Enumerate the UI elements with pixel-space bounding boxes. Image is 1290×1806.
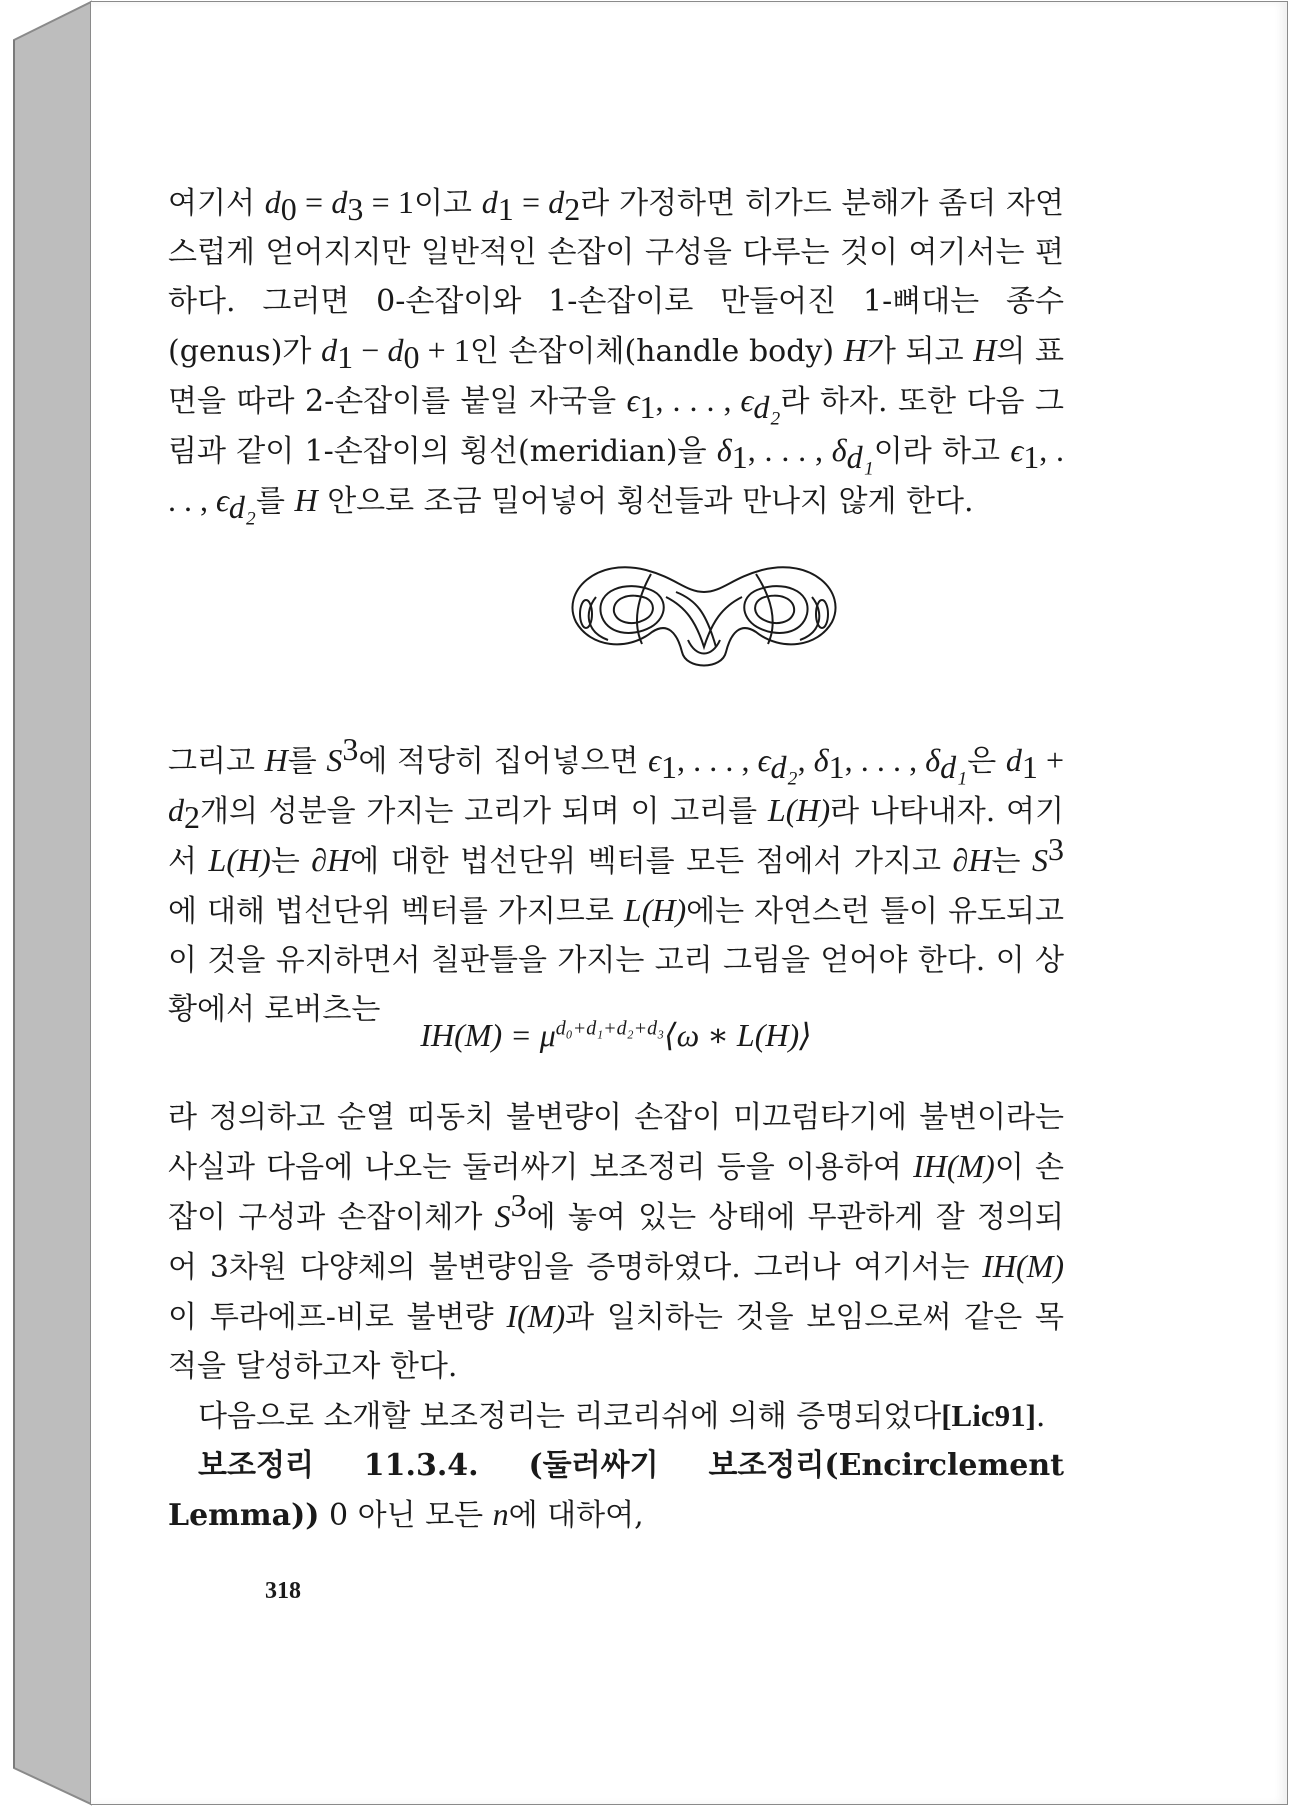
lemma-label: 보조정리 11.3.4. (둘러싸기 보조정리(Encirclement Lemma)) xyxy=(168,1448,1064,1533)
paragraph-2-text: 그리고 H를 $S^3$에 적당히 집어넣으면 $\epsilon_1$, . . . , $\epsilon_{d_2}$, $\delta_1$, . . . , $\delta_{d_1}$은 $d_1 + d_2$개의 성분을 가지는 고리가 되며 이 고리를 L(H)라 나타내자. 여기서 L(H)는 ∂H에 대한 법선단위 벡터를 모든 점에서 가지고 ∂H는 $S^3$에 대해 법선단위 벡터를 가지므로 L(H)에는 자연스런 틀이 유도되고 이 것을 유지하면서 칠판틀을 가지는 고리 그림을 얻어야 한다. 이 상황에서 로버츠는 xyxy=(168,731,1064,1027)
center-curve-b xyxy=(676,592,716,647)
citation-lic91: [Lic91] xyxy=(941,1398,1036,1433)
paragraph-4: 다음으로 소개할 보조정리는 리코리쉬에 의해 증명되었다[Lic91]. xyxy=(198,1398,1046,1434)
left-hole-outer xyxy=(600,586,663,633)
paragraph-1 xyxy=(168,178,1064,526)
left-hole-inner xyxy=(614,596,653,623)
right-hole-outer xyxy=(744,586,807,633)
paragraph-3-block xyxy=(168,1093,1064,1540)
lemma-statement: 보조정리 11.3.4. (둘러싸기 보조정리(Encirclement Lemma)) 0 아닌 모든 n에 대하여, xyxy=(168,1448,1064,1533)
page-number: 318 xyxy=(265,1578,301,1604)
paragraph-3: 라 정의하고 순열 띠동치 불변량이 손잡이 미끄럼타기에 불변이라는 사실과 다음에 나오는 둘러싸기 보조정리 등을 이용하여 IH(M)이 손잡이 구성과 손잡이체가 $S^3$에 놓여 있는 상태에 무관하게 잘 정의되어 3차원 다양체의 불변량임을 증명하였다. 그러나 여기서는 IH(M)이 투라에프-비로 불변량 I(M)과 일치하는 것을 보임으로써 같은 목적을 달성하고자 한다. xyxy=(168,1100,1064,1384)
equation-ih: $IH(M) = \mu^{d_0+d_1+d_2+d_3}⟨\omega$ ∗ L(H)⟩ xyxy=(420,1017,812,1053)
paragraph-2 xyxy=(168,731,1064,1034)
paragraph-1-text: 여기서 $d_0 = d_3 = 1$이고 $d_1 = d_2$라 가정하면 히가드 분해가 좀더 자연스럽게 얻어지지만 일반적인 손잡이 구성을 다루는 것이 여기서는 편하다. 그러면 0-손잡이와 1-손잡이로 만들어진 1-뼈대는 종수(genus)가 $d_1 - d_0 + 1$인 손잡이체(handle body) H가 되고 H의 표면을 따라 2-손잡이를 붙일 자국을 $\epsilon_1$, . . . , $\epsilon_{d_2}$라 하자. 또한 다음 그림과 같이 1-손잡이의 횡선(meridian)을 $\delta_1$, . . . , $\delta_{d_1}$이라 하고 $\epsilon_1$, . . . , $\epsilon_{d_2}$를 H 안으로 조금 밀어넣어 횡선들과 만나지 않게 한다. xyxy=(168,184,1065,525)
right-hole-inner xyxy=(755,596,794,623)
handlebody-figure xyxy=(556,552,852,680)
